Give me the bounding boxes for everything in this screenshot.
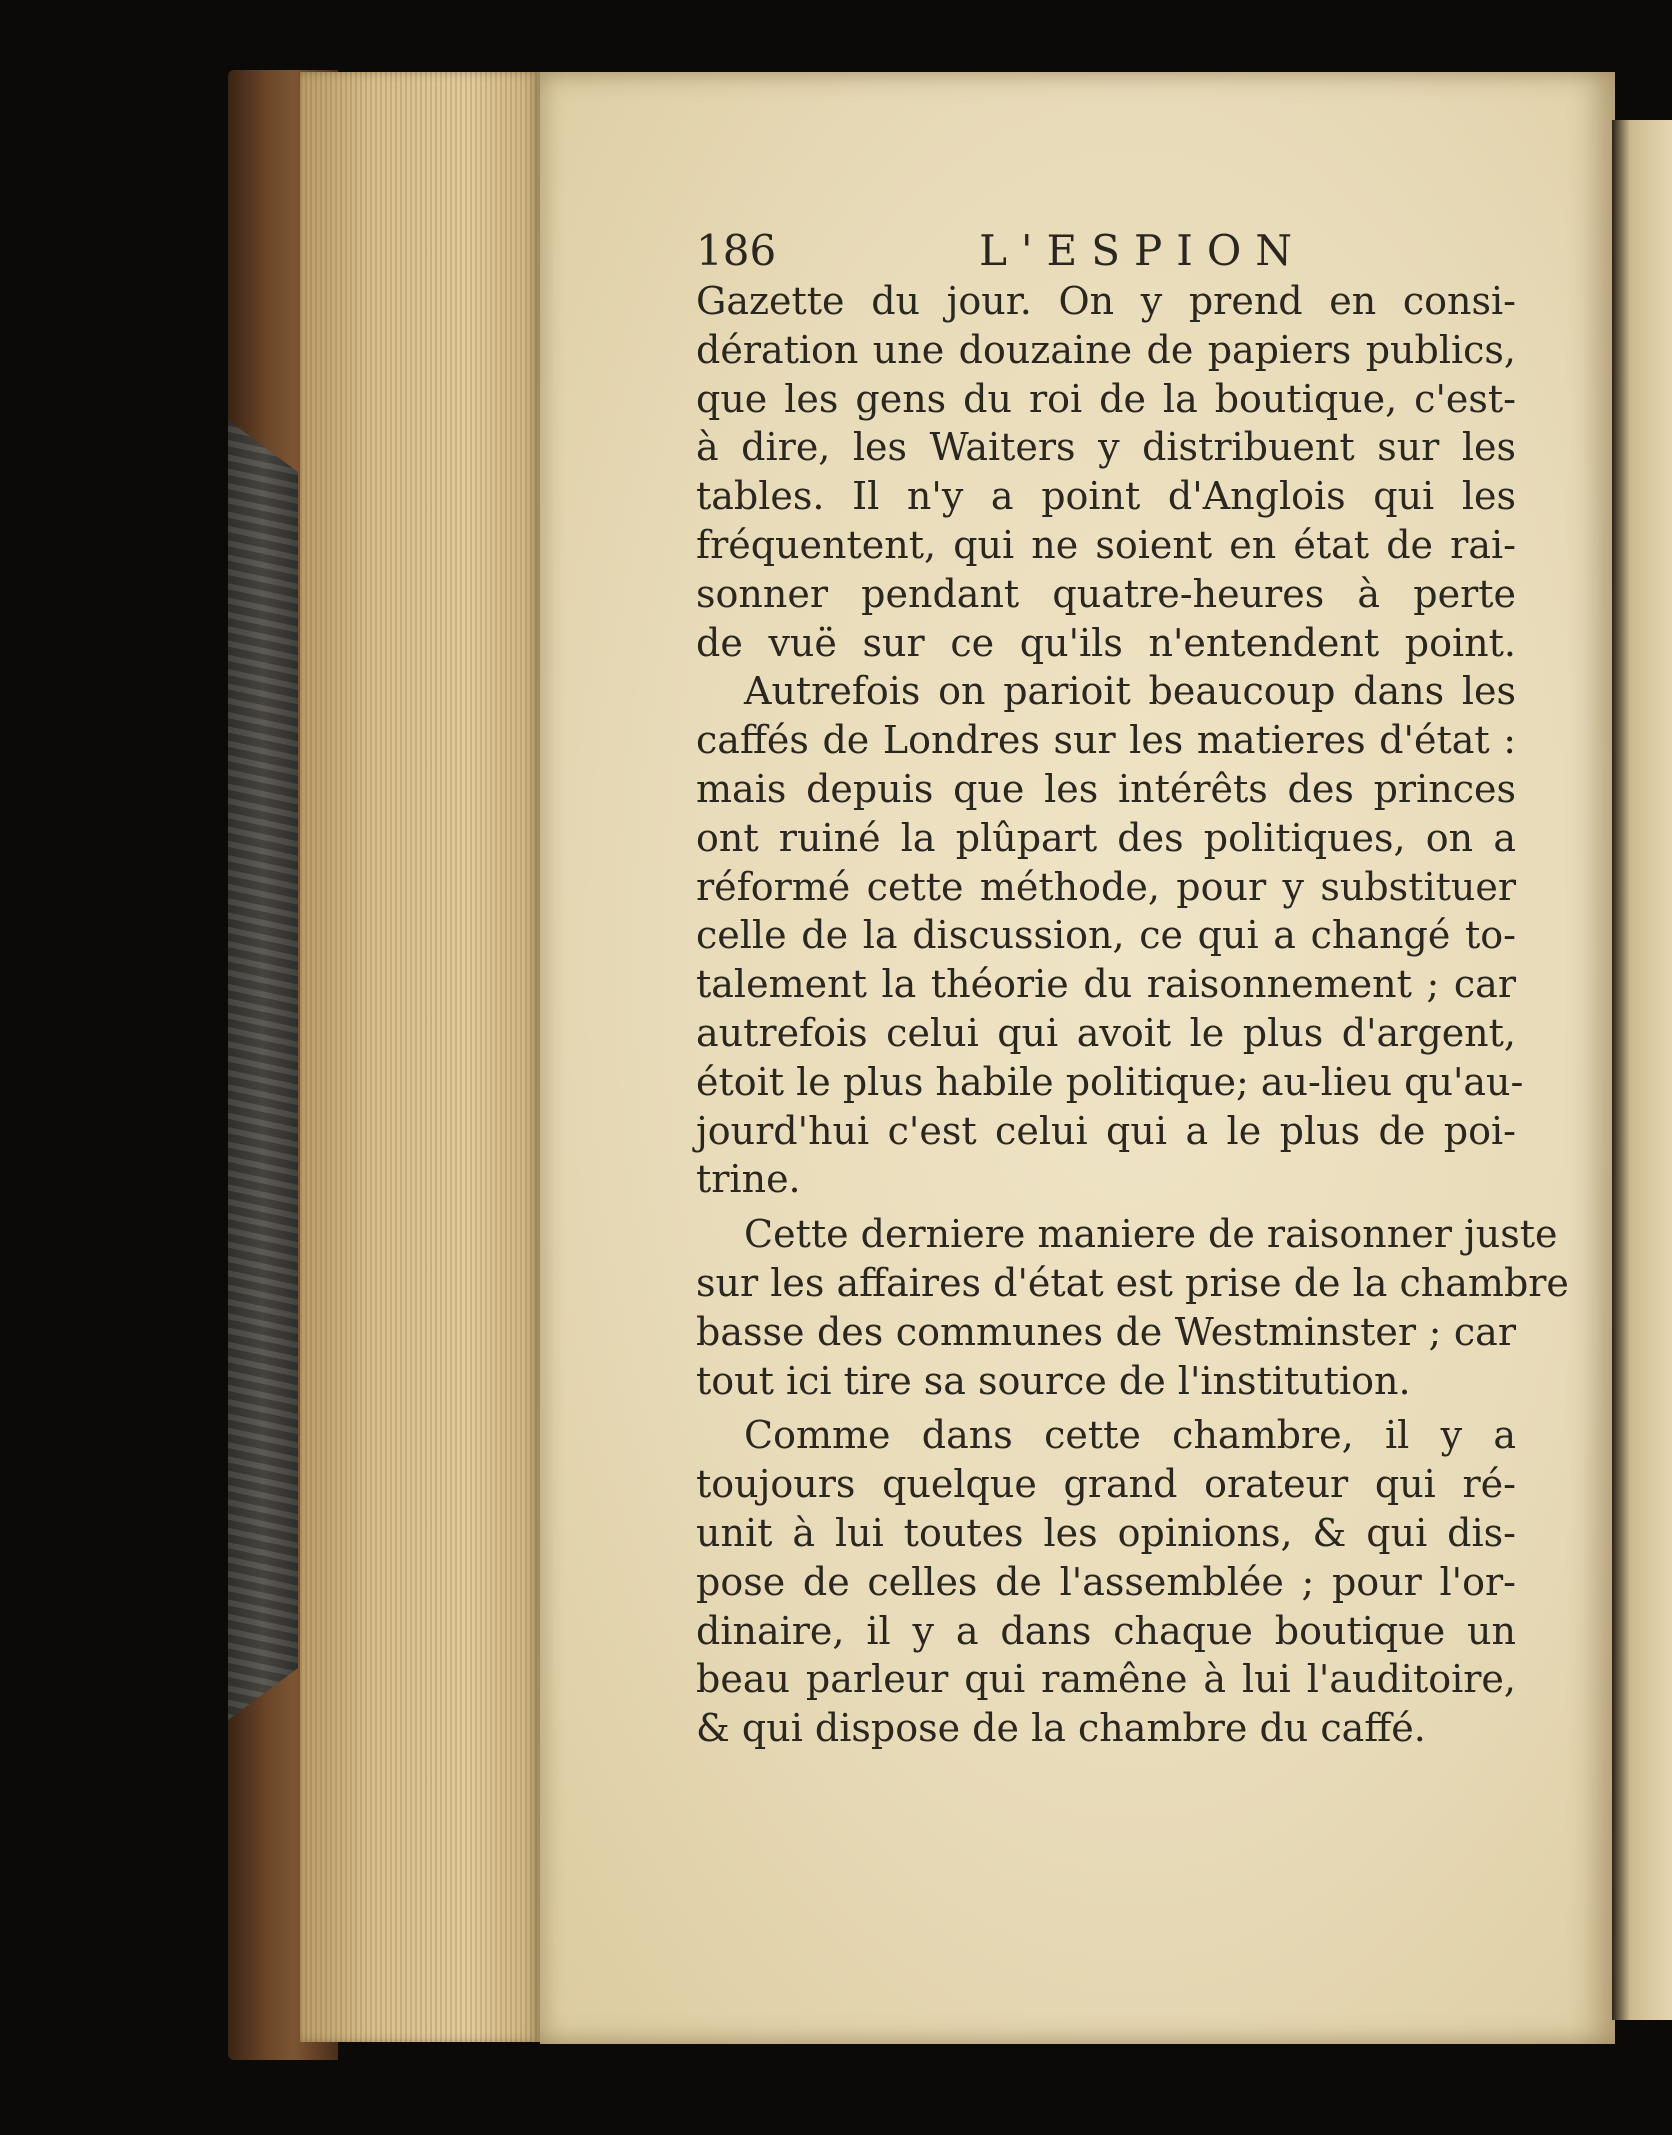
text-line: jourd'hui c'est celui qui a le plus de poi- xyxy=(696,1108,1516,1153)
text-line: sur les affaires d'état est prise de la chambre xyxy=(696,1260,1569,1305)
paragraph-3 xyxy=(696,1210,1569,1405)
text-line: dinaire, il y a dans chaque boutique un xyxy=(696,1608,1516,1653)
text-line: tables. Il n'y a point d'Anglois qui les xyxy=(696,474,1516,519)
paragraph-1 xyxy=(696,277,1516,667)
text-line: beau parleur qui ramêne à lui l'auditoire, xyxy=(696,1657,1516,1702)
text-line: Gazette du jour. On y prend en consi- xyxy=(696,279,1516,323)
text-line: dération une douzaine de papiers publics, xyxy=(696,327,1516,372)
text-line: celle de la discussion, ce qui a changé to- xyxy=(696,913,1516,958)
page-edges xyxy=(300,72,540,2042)
text-line: ont ruiné la plûpart des politiques, on a xyxy=(696,815,1516,860)
text-line: fréquentent, qui ne soient en état de rai- xyxy=(696,522,1516,567)
paragraph-4 xyxy=(696,1411,1516,1753)
text-line: caffés de Londres sur les matieres d'état : xyxy=(696,718,1516,763)
text-line: toujours quelque grand orateur qui ré- xyxy=(696,1462,1516,1507)
text-line: Cette derniere maniere de raisonner juste xyxy=(744,1212,1558,1257)
text-line: tout ici tire sa source de l'institution. xyxy=(696,1358,1411,1403)
text-line: étoit le plus habile politique; au-lieu qu'au- xyxy=(696,1059,1524,1104)
text-line: sonner pendant quatre-heures à perte xyxy=(696,571,1516,616)
facing-page-edge xyxy=(1612,120,1672,2020)
text-line: autrefois celui qui avoit le plus d'argent, xyxy=(696,1010,1516,1055)
text-line: basse des communes de Westminster ; car xyxy=(696,1309,1516,1354)
text-line: unit à lui toutes les opinions, & qui dis- xyxy=(696,1510,1516,1555)
text-line: de vuë sur ce qu'ils n'entendent point. xyxy=(696,620,1516,665)
running-head: L'ESPION xyxy=(979,226,1306,275)
text-line: talement la théorie du raisonnement ; car xyxy=(696,962,1516,1007)
page-header xyxy=(696,225,1306,277)
page-text xyxy=(696,225,1569,1753)
text-line: réformé cette méthode, pour y substituer xyxy=(696,864,1516,909)
marbled-board xyxy=(228,420,298,1720)
paragraph-2 xyxy=(696,667,1524,1204)
text-line: & qui dispose de la chambre du caffé. xyxy=(696,1706,1426,1751)
page-number: 186 xyxy=(696,226,777,275)
text-line: Autrefois on parioit beaucoup dans les xyxy=(744,669,1516,714)
text-line: Comme dans cette chambre, il y a xyxy=(744,1413,1516,1458)
text-line: mais depuis que les intérêts des princes xyxy=(696,766,1516,811)
text-line: que les gens du roi de la boutique, c'est- xyxy=(696,376,1516,421)
text-line: pose de celles de l'assemblée ; pour l'or- xyxy=(696,1559,1516,1604)
text-line: à dire, les Waiters y distribuent sur les xyxy=(696,425,1516,470)
text-line: trine. xyxy=(696,1157,801,1202)
